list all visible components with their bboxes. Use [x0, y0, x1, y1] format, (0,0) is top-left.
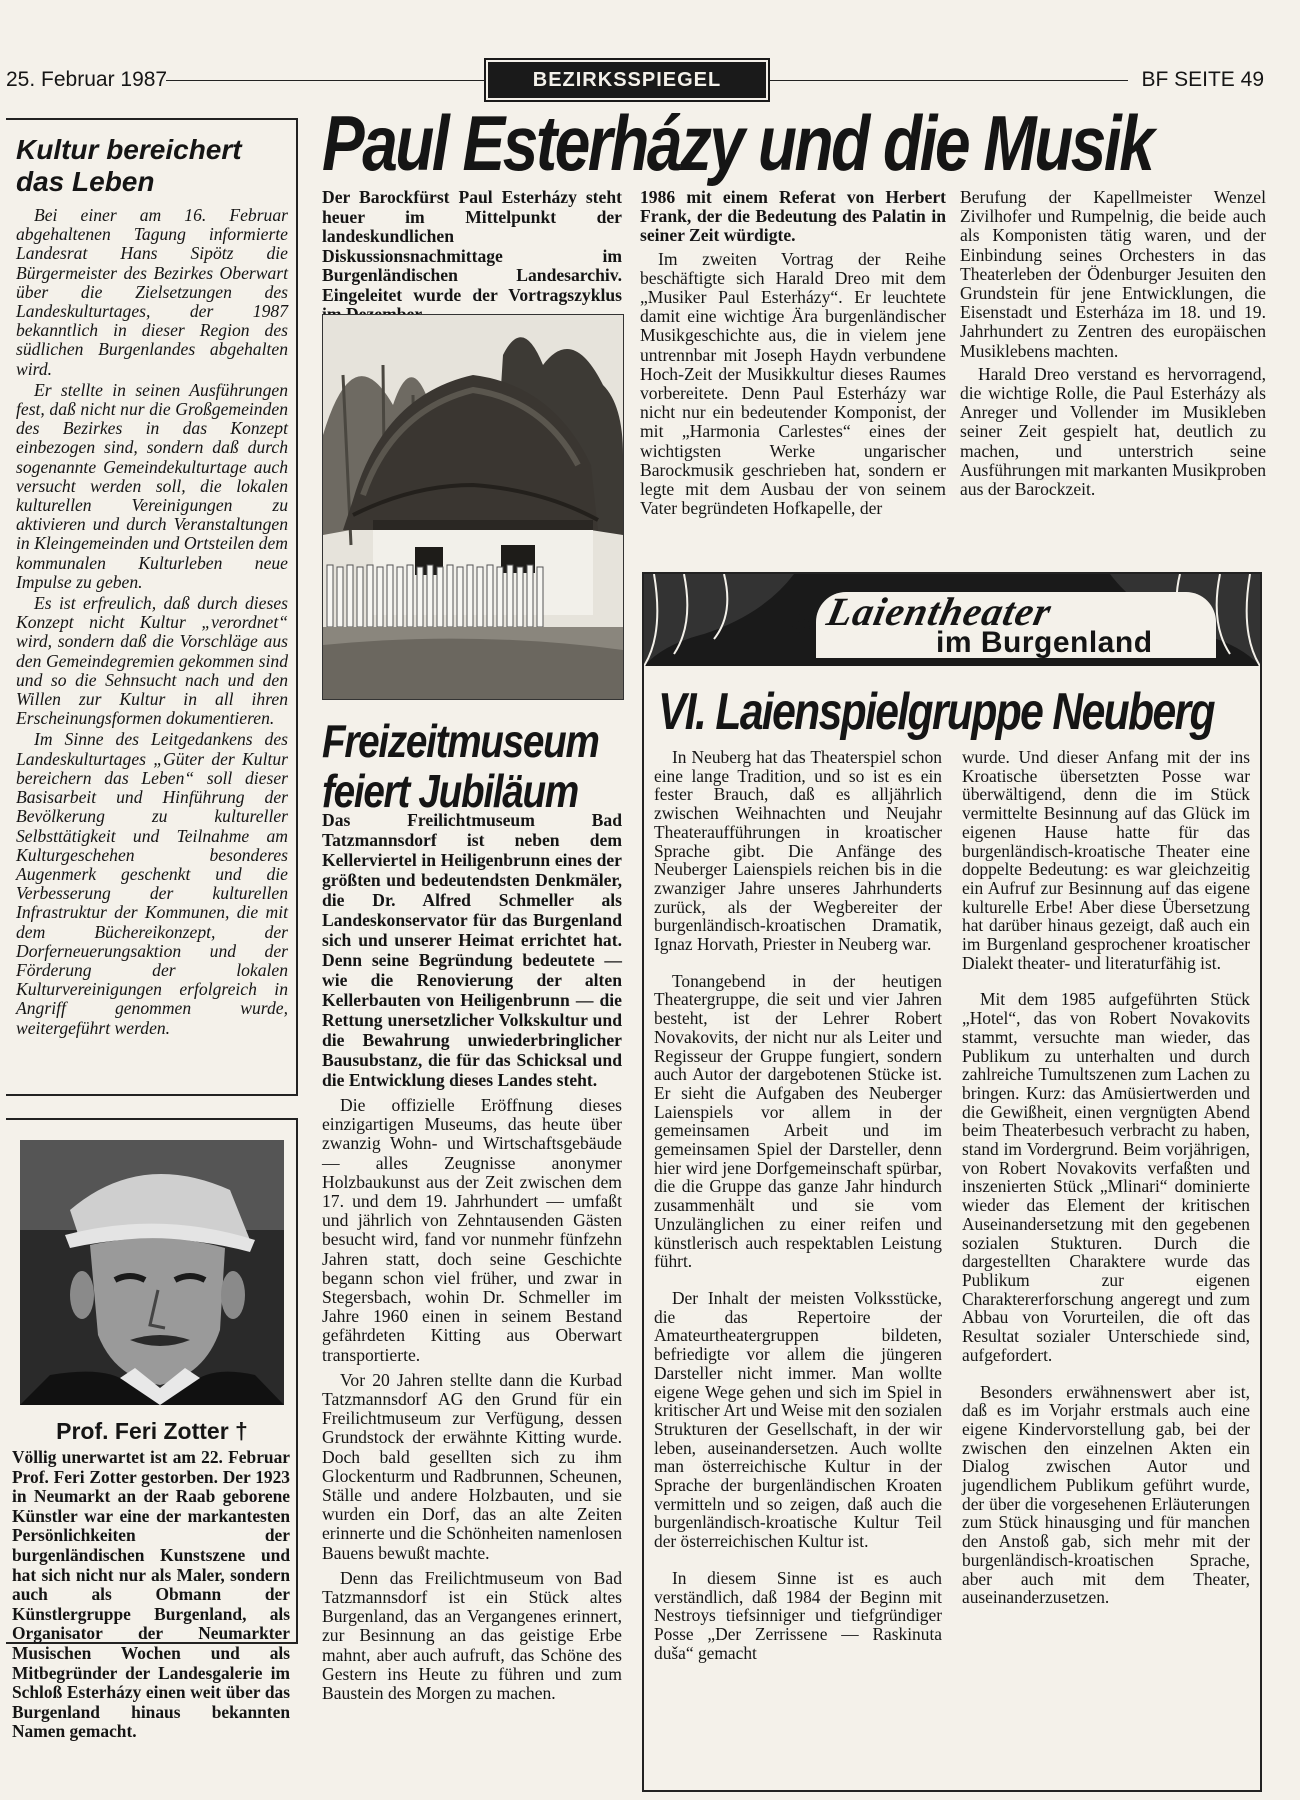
portrait-illustration [20, 1140, 284, 1405]
page-number: BF SEITE 49 [1141, 68, 1264, 91]
flower-icon: ✻ [790, 610, 812, 639]
portrait-photo [20, 1140, 284, 1405]
laientheater-paragraph: In Neuberg hat das Theaterspiel schon eine lange Tradition, und so ist es ein fester Brauch, daß es alljährlich zwischen Weihnachten und Neujahr Theateraufführungen in kroatischer Sprache gibt. Die Anfänge des Neuberger Laienspiels reichen bis in die zwanziger Jahre unseres Jahrhunderts zurück, als der Wegbereiter der burgenländisch-kroatischen Dramatik, Ignaz Horvath, Priester in Neuberg war. [654, 747, 942, 955]
laientheater-column-1 [654, 748, 942, 1680]
kultur-paragraph: Er stellte in seinen Ausführungen fest, daß nicht nur die Großgemeinden des Bezirkes in das Konzept einbezogen sind, sondern daß durch sogenannte Gemeindekulturtage auch versucht werden soll, die lokalen kulturellen Vereinigungen zu aktivieren und durch Veranstaltungen in Kleingemeinden und Ortsteilen dem kommunalen Kulturleben neue Impulse zu geben. [16, 379, 288, 592]
kultur-title: Kultur bereichert das Leben [16, 134, 242, 197]
laientheater-headline: VI. Laienspielgruppe Neuberg [658, 683, 1214, 741]
banner-subtitle: im Burgenland [936, 626, 1153, 659]
section-label: BEZIRKSSPIEGEL [488, 62, 766, 98]
esterhazy-paragraph: Im zweiten Vortrag der Reihe beschäftigte sich Harald Dreo mit dem „Musiker Paul Esterházy“. Er leuchtete damit eine wichtige Ära burgenländischer Musikgeschichte aus, die in vielem jene untrennbar mit Joseph Haydn verbundene Hoch-Zeit der Musikkultur dieses Raumes vorbereitete. Denn Paul Esterházy war nicht nur ein bedeutender Komponist, der mit „Harmonia Carlestes“ eines der wichtigsten Werke ungarischer Barockmusik geschrieben hat, sondern er legte mit dem Ausbau der von seinem Vater begründeten Hofkapelle, der [640, 248, 946, 519]
esterhazy-lead-continued: 1986 mit einem Referat von Herbert Frank, der die Bedeutung des Palatin in seiner Zeit würdigte. [640, 187, 946, 246]
esterhazy-paragraph-continued: Berufung der Kapellmeister Wenzel Zivilhofer und Rumpelnig, die beide auch als Komponisten tätig waren, und der Einbindung seines Orchesters in das Theaterleben der Ödenburger Jesuiten den Grundstein für jene Entwicklungen, die Eisenstadt und Esterháza im 18. und 19. Jahrhundert zu Zentren des europäischen Musiklebens machten. [960, 187, 1266, 361]
kultur-paragraph: Bei einer am 16. Februar abgehaltenen Tagung informierte Landesrat Hans Sipötz die Bürgermeister des Bezirkes Oberwart über die Zielsetzungen des Landeskulturtages, der 1987 bekanntlich in dieser Region des südlichen Burgenlandes abgehalten wird. [16, 205, 288, 379]
thatched-house-illustration [323, 315, 623, 699]
museum-paragraph: Vor 20 Jahren stellte dann die Kurbad Tatzmannsdorf AG den Grund für ein Freilichtmuseum zur Verfügung, dessen Grundstock der erwähnte Kitting wurde. Doch bald gesellten sich zu ihm Glockenturm und Radbrunnen, Scheunen, Ställe und andere Holzbauten, und sie wurden ein Dorf, das an alte Zeiten erinnerte und die Schönheiten namenlosen Bauens bewußt machte. [322, 1369, 622, 1563]
esterhazy-lead [322, 188, 622, 325]
kultur-paragraph: Im Sinne des Leitgedankens des Landeskulturtages „Güter der Kultur bereichern das Leben“ soll dieser Basisarbeit und Hinführung der Bevölkerung zu kultureller Selbsttätigkeit und Teilnahme am Kulturgeschehen besonderes Augenmerk geschenkt und die Verbesserung der kulturellen Infrastruktur der Kommunen, die mit dem Büchereikonzept, der Dorferneuerungsaktion und der Förderung der lokalen Kulturvereinigungen erfolgreich in Angriff genommen wurde, weitergeführt werden. [16, 729, 288, 1038]
laientheater-banner [644, 574, 1260, 666]
laientheater-paragraph: Besonders erwähnenswert aber ist, daß es im Vorjahr erstmals auch eine eigene Kindervorstellung gab, bei der zwischen den einzelnen Akten ein Dialog zwischen Autor und jugendlichem Publikum geführt wurde, der über die vorgesehenen Erläuterungen zum Stück hinausging und für manchen den Anstoß gab, sich mehr mit der burgenländisch-kroatischen Sprache, aber auch mit dem Theater, auseinanderzusetzen. [962, 1381, 1250, 1608]
header-rule-left [166, 80, 486, 81]
laientheater-paragraph: wurde. Und dieser Anfang mit der ins Kroatische übersetzten Posse war überwältigend, denn die im Stück vermittelte Besinnung auf das Glück im eigenen Hause hatte für das burgenländisch-kroatische Theater eine doppelte Bedeutung: es war gleichzeitig ein Aufruf zur Besinnung auf das eigene kulturelle Erbe! Aber diese Übersetzung hat darüber hinaus gezeigt, daß auch ein im Burgenland gesprochener kroatischer Dialekt theater- und literaturfähig ist. [962, 747, 1250, 973]
esterhazy-column-2 [640, 188, 946, 522]
kultur-article [6, 118, 298, 1096]
museum-article [322, 810, 622, 1709]
museum-paragraph: Die offizielle Eröffnung dieses einzigartigen Museums, das heute über zwanzig Wohn- und Wirtschaftsgebäude — alles Zeugnisse anonymer Holzbaukunst aus der Zeit zwischen dem 17. und dem 19. Jahrhundert — umfaßt und jährlich von Zehntausenden Gästen besucht wird, fand vor nunmehr fünfzehn Jahren statt, doch seine Geschichte begann schon viel früher, und zwar in Stegersbach, wohin Dr. Schmeller im Jahre 1960 einen in seinem Bestand gefährdeten Kitting aus Oberwart transportierte. [322, 1095, 622, 1365]
page-header [0, 62, 1300, 98]
kultur-paragraph: Es ist erfreulich, daß durch dieses Konzept nicht Kultur „verordnet“ wird, sondern daß die Vorschläge aus den Gemeindegremien gekommen sind und so die Sehnsucht nach und den Willen zur Kultur in all ihren Erscheinungsformen dokumentieren. [16, 593, 288, 729]
issue-date: 25. Februar 1987 [6, 68, 168, 91]
esterhazy-column-3 [960, 188, 1266, 503]
esterhazy-paragraph: Harald Dreo verstand es hervorragend, die wichtige Rolle, die Paul Esterházy als Anreger und Vollender im Musikleben seiner Zeit gespielt hat, deutlich zu machen, und unterstrich seine Ausführungen mit markanten Musikproben aus der Barockzeit. [960, 363, 1266, 500]
header-rule-right [766, 80, 1128, 81]
esterhazy-lead-text: Der Barockfürst Paul Esterházy steht heuer im Mittelpunkt der landeskundlichen Diskussionsnachmittage im Burgenländischen Landesarchiv. Eingeleitet wurde der Vortragszyklus [322, 187, 622, 305]
laientheater-paragraph: Mit dem 1985 aufgeführten Stück „Hotel“, das von Robert Novakovits stammt, versuchte man wieder, das Publikum zu unterhalten und durch zahlreiche Tumultszenen zum Lachen zu bringen. Kurz: das Amüsiertwerden und die Gewißheit, einen vergnügten Abend beim Theaterbesuch verbracht zu haben, stand im Vordergrund. Beim vorjährigen, von Robert Novakovits verfaßten und inszenierten Stück „Mlinari“ dominierte wieder das Element der kritischen Auseinandersetzung mit den gegebenen sozialen Stukturen. Durch die dargestellten Charaktere wurde das Publikum zur eigenen Charaktererforschung angeregt und zum Abbau von Vorurteilen, die oft das Resultat sozialer Unterschiede sind, aufgefordert. [962, 989, 1250, 1365]
banner-script-text: Laientheater [823, 589, 1056, 634]
museum-paragraph: Denn das Freilichtmuseum von Bad Tatzmannsdorf ist ein Stück altes Burgenland, das an Vergangenes erinnert, zur Besinnung an das geistige Erbe mahnt, aber auch aufruft, das Schöne des Gestern ins Heute zu führen und zum Baustein des Morgen zu machen. [322, 1567, 622, 1704]
museum-headline: Freizeitmuseum feiert Jubiläum [322, 715, 599, 817]
laientheater-paragraph: Der Inhalt der meisten Volksstücke, die das Repertoire der Amateurtheatergruppen bildeten, befriedigte vor allem die jüngeren Darsteller nicht immer. Man wollte eigene Wege gehen und sich im Spiel in kritischer Art und Weise mit den sozialen Strukturen der Gesellschaft, in der wir leben, auseinandersetzen. Auch wollte man österreichische Kultur in der Sprache der burgenländischen Kroaten vermitteln und so zeigen, daß auch die burgenländisch-kroatische Kultur Teil der österreichischen Kultur ist. [654, 1287, 942, 1552]
laientheater-paragraph: Tonangebend in der heutigen Theatergruppe, die seit und vier Jahren besteht, ist der Lehrer Robert Novakovits, der nicht nur als Leiter und Regisseur der Gruppe fungiert, sondern auch Autor der dargebotenen Stücke ist. Er sieht die Aufgaben des Neuberger Laienspiels vor allem in der gemeinsamen Arbeit und im gemeinsamen Spiel der Darsteller, denn hier wird jene Dorfgemeinschaft spürbar, die die Gruppe das ganze Jahr hindurch zusammenhält und sie vom Unzulänglichen zu einer reifen und künstlerisch auch respektablen Leistung führt. [654, 970, 942, 1272]
museum-lead: Das Freilichtmuseum Bad Tatzmannsdorf ist neben dem Kellerviertel in Heiligenbrunn eines der größten und bedeutendsten Denkmäler, die Dr. Alfred Schmeller als Landeskonservator für das Burgenland sich und unserer Heimat errichtet hat. Denn seine Begründung bedeutete — wie die Renovierung der alten Kellerbauten von Heiligenbrunn — die Rettung unersetzlicher Volkskultur und die Bewahrung unwiederbringlicher Bausubstanz, die für das Schicksal und die Entwicklung dieses Landes steht. [322, 810, 622, 1090]
obituary-title: Prof. Feri Zotter † [56, 1418, 248, 1444]
main-headline: Paul Esterházy und die Musik [322, 99, 1153, 187]
laientheater-paragraph: In diesem Sinne ist es auch verständlich, daß 1984 der Beginn mit Nestroys tiefsinniger und tiefgründiger Posse „Der Zerrissene — Raskinuta duša“ gemacht [654, 1567, 942, 1663]
obituary-text: Völlig unerwartet ist am 22. Februar Prof. Feri Zotter gestorben. Der 1923 in Neumarkt an der Raab geborene Künstler war eine der markantesten Persönlichkeiten der burgenländischen Kunstszene und hat sich nicht nur als Maler, sondern auch als Obmann der Künstlergruppe Burgenland, als Organisator der Neumarkter Musischen Wochen und als Mitbegründer der Landesgalerie im Schloß Esterházy einen weit über das Burgenland hinaus bekannten Namen gemacht. [12, 1447, 290, 1742]
laientheater-column-2 [962, 748, 1250, 1625]
house-photo [322, 314, 624, 700]
